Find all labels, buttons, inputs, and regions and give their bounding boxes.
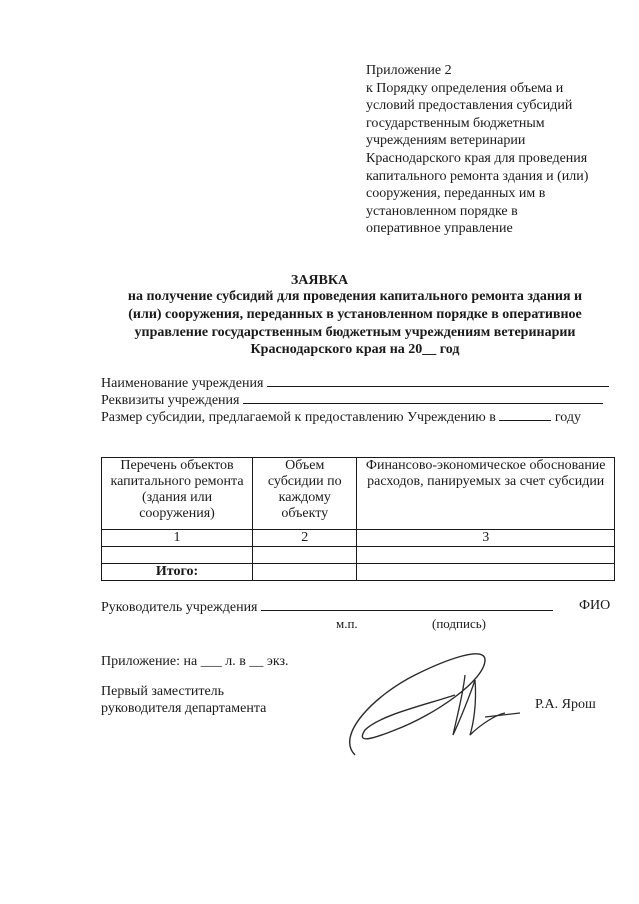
column-number: 2 (253, 530, 357, 547)
subsidy-size-field (101, 408, 581, 426)
head-signature-line[interactable] (261, 598, 553, 611)
deputy-line: руководителя департамента (101, 701, 267, 716)
signature-hint: (подпись) (432, 616, 486, 631)
subsidy-size-suffix: году (554, 410, 581, 425)
header-justification: Финансово-экономическое обоснование расходов, панируемых за счет субсидии (357, 458, 615, 530)
total-label: Итого: (102, 564, 253, 581)
column-number: 1 (102, 530, 253, 547)
institution-name-field (101, 374, 609, 392)
institution-name-label: Наименование учреждения (101, 376, 264, 391)
head-label: Руководитель учреждения (101, 600, 258, 615)
institution-details-line[interactable] (243, 391, 603, 404)
title-line: Краснодарского края на 20__ год (250, 342, 460, 358)
table-number-row (102, 530, 615, 547)
head-signature-field (101, 598, 553, 616)
header-objects: Перечень объектов капитального ремонта (здания или сооружения) (102, 458, 253, 530)
deputy-title (101, 683, 266, 717)
annex-line: к Порядку определения объема и (366, 80, 564, 96)
annex-line: сооружения, переданных им в (366, 186, 546, 202)
annex-line: Приложение 2 (366, 63, 452, 78)
annex-reference (366, 62, 628, 238)
institution-details-field (101, 391, 603, 409)
deputy-name: Р.А. Ярош (535, 697, 596, 712)
title-line: на получение субсидий для проведения капитального ремонта здания и (127, 289, 583, 304)
table-cell[interactable] (253, 564, 357, 581)
column-number: 3 (357, 530, 615, 547)
table-row (102, 547, 615, 564)
header-subsidy-volume: Объем субсидии по каждому объекту (253, 458, 357, 530)
table-cell[interactable] (102, 547, 253, 564)
annex-line: Краснодарского края для проведения (366, 150, 588, 166)
annex-line: установленном порядке в (366, 203, 518, 219)
title-line: (или) сооружения, переданных в установленном порядке в оперативное (128, 306, 582, 322)
annex-line: учреждениям ветеринарии (366, 133, 526, 149)
subsidy-year-line[interactable] (499, 408, 551, 421)
subsidy-size-label: Размер субсидии, предлагаемой к предоставлению Учреждению в (101, 410, 496, 425)
institution-name-line[interactable] (267, 374, 609, 387)
table-cell[interactable] (253, 547, 357, 564)
table-header-row (102, 458, 615, 530)
institution-details-label: Реквизиты учреждения (101, 393, 240, 408)
annex-line: условий предоставления субсидий (366, 98, 573, 114)
fio-label: ФИО (579, 598, 611, 613)
table-cell[interactable] (357, 564, 615, 581)
annex-line: государственным бюджетным (366, 115, 545, 131)
handwritten-signature (335, 635, 525, 765)
annex-line: капитального ремонта здания и (или) (366, 168, 589, 184)
table-cell[interactable] (357, 547, 615, 564)
title-line: управление государственным бюджетным учреждениям ветеринарии (134, 324, 576, 340)
objects-table (101, 457, 615, 581)
attachment-note: Приложение: на ___ л. в __ экз. (101, 654, 289, 669)
document-title (95, 288, 615, 359)
annex-line: оперативное управление (366, 221, 513, 237)
stamp-place-label: м.п. (336, 616, 358, 631)
table-total-row (102, 564, 615, 581)
document-heading: ЗАЯВКА (290, 273, 349, 288)
deputy-line: Первый заместитель (101, 684, 225, 699)
